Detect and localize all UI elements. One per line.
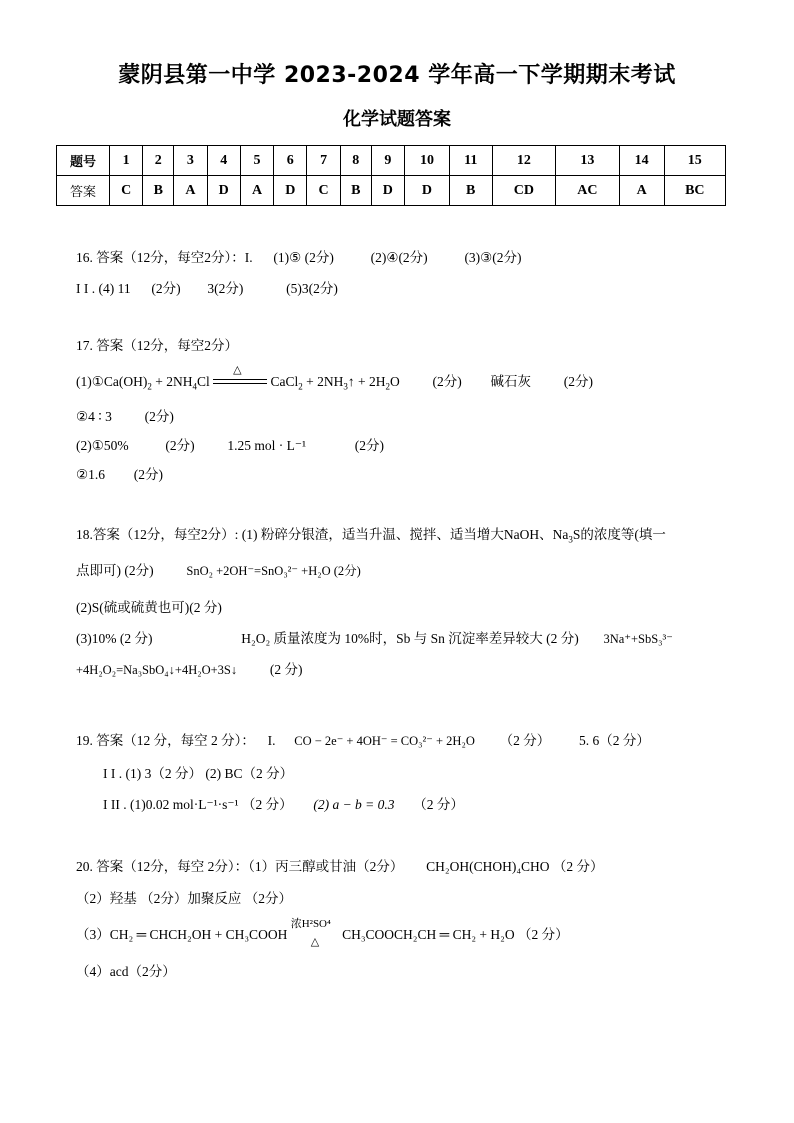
q19-relation: (2) a − b = 0.3 bbox=[313, 797, 395, 812]
q19-heading: 19. 答案（12 分，每空 2 分）： bbox=[76, 733, 255, 748]
q17-ratio: ②4 ∶ 3 bbox=[76, 409, 112, 424]
q19-line-2: I I . (1) 3（2 分） (2) BC（2 分） bbox=[103, 766, 294, 781]
subscript: 2 bbox=[147, 381, 152, 392]
question-number: 10 bbox=[405, 146, 450, 176]
q19-score-3: （2 分） bbox=[413, 797, 464, 812]
q17-score-4: (2分) bbox=[165, 438, 195, 453]
subscript: 2 bbox=[385, 381, 390, 392]
heating-equals-sign bbox=[213, 363, 267, 389]
q17-concentration: 1.25 mol · L⁻¹ bbox=[227, 438, 307, 453]
q17-score-3: (2分) bbox=[144, 409, 174, 424]
q18-equation-1: SnO₂ +2OH⁻=SnO₃²⁻ +H₂O (2分) bbox=[186, 564, 361, 578]
heating-icon: △ bbox=[233, 363, 242, 376]
question-number: 4 bbox=[207, 146, 240, 176]
q17-line-4 bbox=[76, 434, 384, 454]
q16-part-5: (5)3(2分) bbox=[286, 281, 338, 296]
q16-heading: 16. 答案（12分，每空2分）：I. bbox=[76, 250, 253, 265]
q20-reactants: （3）CH₂ ═ CHCH₂OH + CH₃COOH bbox=[76, 927, 288, 942]
q20-line-1 bbox=[76, 855, 604, 875]
question-number: 2 bbox=[143, 146, 174, 176]
q17-product-3-end: O bbox=[390, 374, 400, 389]
answer-cell: A bbox=[174, 176, 207, 206]
q20-line-2: （2）羟基 （2分）加聚反应 （2分） bbox=[76, 891, 292, 906]
question-number: 8 bbox=[340, 146, 371, 176]
question-number: 11 bbox=[449, 146, 492, 176]
q17-reactant-2-end: Cl bbox=[196, 374, 210, 389]
question-number: 3 bbox=[174, 146, 207, 176]
answer-cell: D bbox=[274, 176, 307, 206]
q19-equation: CO − 2e⁻ + 4OH⁻ = CO₃²⁻ + 2H₂O bbox=[294, 734, 475, 748]
q18-text-1-end: S的浓度等(填一 bbox=[572, 527, 666, 542]
question-number: 7 bbox=[307, 146, 340, 176]
page-subtitle: 化学试题答案 bbox=[343, 109, 451, 130]
q18-percent: (3)10% (2 分) bbox=[76, 631, 153, 646]
subscript: 2 bbox=[298, 381, 303, 392]
q20-line-3 bbox=[76, 917, 569, 948]
question-number: 1 bbox=[110, 146, 143, 176]
q17-product-2: + 2NH bbox=[302, 374, 344, 389]
q16-score: (2分) bbox=[151, 281, 181, 296]
q17-reactant-1: (1)①Ca(OH) bbox=[76, 374, 148, 389]
row-header-answer: 答案 bbox=[57, 176, 110, 206]
q17-heading: 17. 答案（12分，每空2分） bbox=[76, 338, 238, 353]
q20-products: CH₃COOCH₂CH ═ CH₂ + H₂O （2 分） bbox=[342, 927, 569, 942]
row-header-number: 题号 bbox=[57, 146, 110, 176]
q20-line-4: （4）acd（2分） bbox=[76, 964, 176, 979]
answer-cell: B bbox=[143, 176, 174, 206]
q17-score-1: (2分) bbox=[432, 374, 462, 389]
subscript: 3 bbox=[568, 534, 573, 545]
q16-part-4b: 3(2分) bbox=[207, 281, 244, 296]
answer-cell: C bbox=[110, 176, 143, 206]
q17-equation-line bbox=[76, 363, 593, 392]
q18-line-3: (2)S(硫或硫黄也可)(2 分) bbox=[76, 600, 222, 615]
answer-cell: D bbox=[371, 176, 404, 206]
answer-cell: A bbox=[619, 176, 664, 206]
q17-lime: 碱石灰 bbox=[490, 374, 531, 390]
q18-equation-2-start: 3Na⁺+SbS₃³⁻ bbox=[603, 632, 673, 646]
table-row-answers bbox=[57, 176, 726, 206]
q18-text-1: 18.答案（12分，每空2分）: (1) 粉碎分银渣，适当升温、搅拌、适当增大NaOH、Na bbox=[76, 527, 569, 542]
heating-icon: △ bbox=[310, 935, 320, 948]
answer-cell: D bbox=[207, 176, 240, 206]
answer-cell: B bbox=[340, 176, 371, 206]
answer-cell: B bbox=[449, 176, 492, 206]
question-number: 9 bbox=[371, 146, 404, 176]
q17-value: ②1.6 bbox=[76, 467, 105, 482]
q16-part-2: (2)④(2分) bbox=[370, 250, 428, 265]
q17-line-5 bbox=[76, 463, 163, 483]
q18-line-1 bbox=[76, 523, 666, 545]
q19-rate: I II . (1)0.02 mol·L⁻¹·s⁻¹ （2 分） bbox=[103, 797, 293, 812]
answer-cell: CD bbox=[492, 176, 556, 206]
q19-score-1: （2 分） bbox=[499, 733, 551, 748]
answer-cell: BC bbox=[664, 176, 725, 206]
q17-score-6: (2分) bbox=[133, 467, 163, 482]
q18-line-5 bbox=[76, 658, 302, 678]
q20-heading: 20. 答案（12分，每空 2分）：（1）丙三醇或甘油（2分） bbox=[76, 859, 404, 874]
q18-equation-2-end: +4H₂O₂=Na₃SbO₄↓+4H₂O+3S↓ bbox=[76, 663, 238, 677]
question-number: 6 bbox=[274, 146, 307, 176]
q17-reactant-2: + 2NH bbox=[151, 374, 193, 389]
q18-line-4 bbox=[76, 627, 673, 647]
q19-part-i: I. bbox=[267, 733, 276, 748]
q20-formula: CH₂OH(CHOH)₄CHO （2 分） bbox=[426, 859, 604, 874]
answer-cell: A bbox=[240, 176, 273, 206]
q17-product-1: CaCl bbox=[270, 374, 299, 389]
question-number: 12 bbox=[492, 146, 556, 176]
catalyst-label: 浓H²SO⁴ bbox=[290, 917, 331, 930]
q18-line-2 bbox=[76, 559, 361, 579]
q19-part-2: 5. 6（2 分） bbox=[578, 733, 650, 748]
answer-cell: AC bbox=[556, 176, 620, 206]
q17-score-5: (2分) bbox=[354, 438, 385, 453]
q18-explanation: H₂O₂ 质量浓度为 10%时，Sb 与 Sn 沉淀率差异较大 (2 分) bbox=[241, 631, 579, 646]
answer-table bbox=[56, 145, 726, 206]
q18-score: (2 分) bbox=[269, 662, 303, 677]
q17-product-3: ↑ + 2H bbox=[347, 374, 386, 389]
q16-part-1: (1)⑤ (2分) bbox=[273, 250, 334, 265]
question-number: 13 bbox=[556, 146, 620, 176]
page-title: 蒙阴县第一中学 2023-2024 学年高一下学期期末考试 bbox=[118, 63, 676, 88]
q18-text-2: 点即可) (2分) bbox=[76, 563, 154, 578]
q17-line-3 bbox=[76, 405, 174, 425]
question-number: 14 bbox=[619, 146, 664, 176]
subscript: 4 bbox=[192, 381, 197, 392]
q16-line-1 bbox=[76, 246, 522, 266]
reaction-condition bbox=[290, 917, 339, 948]
table-row-numbers bbox=[57, 146, 726, 176]
question-number: 15 bbox=[664, 146, 725, 176]
q16-part-3: (3)③(2分) bbox=[464, 250, 522, 265]
answer-cell: C bbox=[307, 176, 340, 206]
answer-cell: D bbox=[405, 176, 450, 206]
q19-line-3 bbox=[103, 793, 464, 813]
question-number: 5 bbox=[240, 146, 273, 176]
q16-line-2 bbox=[76, 277, 338, 297]
q17-score-2: (2分) bbox=[563, 374, 593, 389]
subscript: 3 bbox=[343, 381, 348, 392]
q19-line-1 bbox=[76, 729, 650, 749]
q17-percent: (2)①50% bbox=[76, 438, 129, 453]
q16-part-4: I I . (4) 11 bbox=[76, 281, 131, 296]
